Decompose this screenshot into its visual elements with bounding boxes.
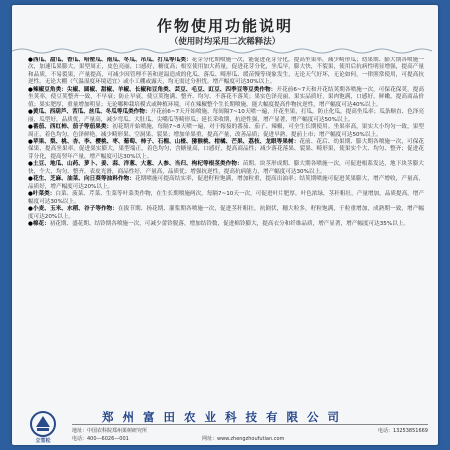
usage-section (28, 191, 424, 206)
usage-text: 初花期开始喷施，每隔7~8天喷一遍，对于嫁接的番茄、茄子、辣椒，可全生长期使用。坐果率高，果实大小均匀一致，果型周正，着色均匀，色泽鲜艳，减少畸形果、空洞果、裂果；增加单果重，提高产量，改善品质；促进早熟，提前上市；增产幅度可达50%以上。 (28, 124, 424, 138)
bullet-icon: ● (28, 109, 33, 116)
usage-section (28, 87, 424, 109)
crop-heading: 土豆、地瓜、山药、萝卜、姜、蒜、洋葱、大葱、人参、当归、枸杞等根茎类作物： (32, 161, 243, 168)
bullet-icon: ● (28, 124, 33, 131)
crop-heading: 叶菜类： (32, 191, 56, 198)
crop-heading: 花生、芝麻、油菜、向日葵等油料作物： (32, 176, 135, 183)
logo-text: 立雪松 (35, 438, 51, 444)
instruction-sheet (12, 5, 438, 445)
usage-section (28, 221, 424, 228)
website: 网址：www.zhengzhoufutian.com (202, 436, 285, 442)
crop-heading: 番茄、西红柿、茄子等茄果类： (32, 124, 113, 131)
bullet-icon: ● (28, 176, 33, 183)
usage-text: 白菜、菠菜、芹菜、生菜等叶菜类作物，在生长期喷施两次，每隔7~10天一次，可促进叶片肥厚，叶色浓绿，茎秆粗壮，产量增加，品质提高，增产幅度可达30%以上。 (28, 191, 424, 205)
usage-body (28, 57, 424, 405)
crop-heading: 棉花： (32, 220, 50, 227)
crop-heading: 辣椒豆角类：尖椒、圆椒、甜椒、羊椒、长椒和豆角类、芸豆、毛豆、豇豆、四季豆等豆类作物： (32, 86, 277, 93)
company-name: 郑 州 富 田 农 业 科 技 有 限 公 司 (102, 410, 342, 424)
page-title: 作物使用功能说明 (156, 17, 293, 35)
usage-section (28, 124, 424, 139)
bullet-icon: ● (28, 220, 33, 227)
usage-section (28, 57, 424, 87)
phone: 电话：13253851669 (378, 428, 428, 434)
usage-section (28, 161, 424, 176)
crop-heading: 西瓜、甜瓜、香瓜、哈密瓜、南瓜、冬瓜、吊瓜、打瓜等瓜类： (32, 57, 192, 63)
usage-text: 在拔节期、扬花期、灌浆期各喷施一次，促进茎秆粗壮，抗倒伏，穗大粒多，籽粒饱满，千粒重增加，成熟期一致，增产幅度可达20%以上。 (28, 206, 424, 220)
bullet-icon: ● (28, 57, 33, 63)
usage-text: 花期喷施可提高结实率，促进籽粒饱满，增加粒重，提高出油率；结荚期喷施可促进荚果膨大，增产增收，产量高，品质好，增产幅度可达20%以上。 (28, 176, 424, 190)
usage-text: 苗期、块茎形成期、膨大期各喷施一次，可促进根系发达，地下块茎膨大快，个大、均匀、整齐，表皮光滑，商品性好，产量高，品质优；增强抗逆性，提高抗病能力，增产幅度可达30%以上。 (28, 161, 424, 175)
bullet-icon: ● (28, 161, 33, 168)
address: 地址：中国农科院郑州果树研究所 (72, 428, 148, 434)
company-logo-icon (26, 409, 60, 439)
usage-section (28, 176, 424, 191)
footer-divider (72, 424, 428, 425)
bullet-icon: ● (28, 191, 33, 198)
usage-text: 初花期、盛花期、结铃期各喷施一次，可减少蕾铃脱落，增加结铃数，促进棉铃膨大，提高衣分和纤维品质，增产显著，增产幅度可达35%以上。 (49, 220, 409, 227)
usage-section (28, 206, 424, 221)
usage-text: 开花前6~7天和开花结荚期各喷施一次，可保花保荚，提高坐荚率，使豆荚整齐一致，不早衰；防止早衰，使豆荚饱满、整齐、均匀、不落花不落荚；果实色泽亮丽，果实品质好，果肉饱满，口感好，鲜嫩，提高商品价值；果实肥厚，重量增加明显；无论哪种栽培模式或种植环境，可在辣椒整个生长期喷施，能大幅度提高作物抗逆性，增产幅度可达40%以上。 (28, 86, 424, 108)
crop-heading: 黄瓜、西葫芦、苦瓜、丝瓜、冬瓜等瓜类作物： (32, 109, 151, 116)
crop-heading: 苹果、梨、桃、杏、李、樱桃、枣、葡萄、柿子、石榴、山楂、猕猴桃、柑橘、芒果、荔枝、龙眼等果树： (32, 138, 300, 145)
hotline: 电话：400—6026—001 (72, 436, 129, 442)
usage-section (28, 139, 424, 161)
usage-text: 花前、花后、幼果期、膨大期各喷施一次，可保花保果，提高坐果率，促进果实膨大，果型端正，着色均匀，含糖量高，口感好，提高商品性；减少落花落果、裂果、畸形果，使果实个大、均匀、整齐；促进花芽分化，提高翌年产量，增产幅度可达30%以上。 (28, 138, 424, 160)
crop-heading: 小麦、玉米、水稻、谷子等作物： (32, 206, 118, 213)
bullet-icon: ● (28, 86, 33, 93)
usage-text: 花芽分化期喷施一次，能促进花芽分化，提高坐果率，减少畸形瓜；幼果期、膨大期各喷施一次，加速瓜果膨大，果型周正，皮色亮丽，口感好，糖度高；根室使用加大药量，促进花芽分化，坐瓜早，膨大快，不裂果，使用后抗病性明显增强，提高产量和品质，不易裂果，产量提高，可减少因管理不善和逆温造成的化瓜、落瓜、畸形瓜、缓苗慢等现象发生，无论天气好坏，无论如何，一律照常使用，可提高抗逆性。无论大棚（气温湿度环境适宜）或小工棚或露天，均无需过分担忧。增产幅度可达30%以上。 (28, 57, 424, 86)
page-subtitle: （使用时均采用二次稀释法） (169, 37, 281, 47)
footer (12, 407, 438, 445)
usage-section (28, 109, 424, 124)
bullet-icon: ● (28, 206, 33, 213)
bullet-icon: ● (28, 138, 33, 145)
decorative-wave-divider (12, 47, 438, 55)
usage-text: 开花前6~7天开始喷施，每间隔7~10天喷一遍，开花坐果，打瓜，防止化瓜，提高坐瓜率；瓜条顺直、色泽亮丽，瓜型好，品质优，产量高，减少弯瓜、大肚瓜、尖嘴瓜等畸形瓜；延长采收期，抗逆性强，增产显著，增产幅度可达50%以上。 (28, 109, 424, 123)
